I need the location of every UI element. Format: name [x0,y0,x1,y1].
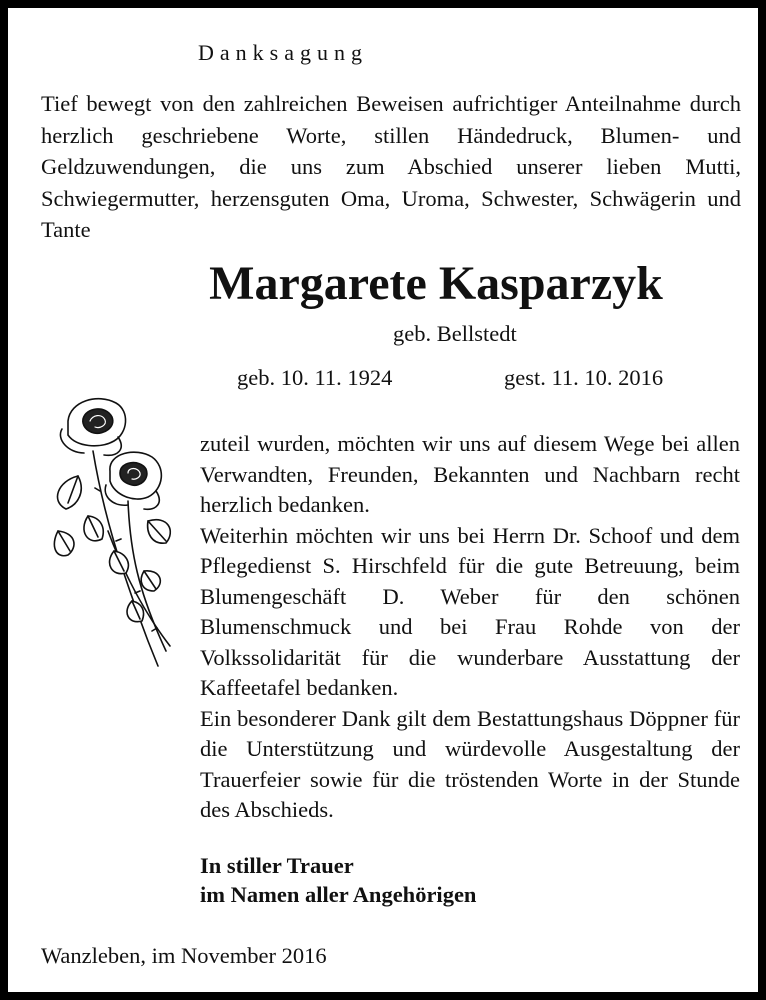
birth-date: geb. 10. 11. 1924 [237,365,393,390]
thanks-paragraph-1: zuteil wurden, möchten wir uns auf diesem Wege bei allen Verwandten, Freunden, Bekannten und Nachbarn recht herzlich bedanken. [200,431,740,517]
death-date: gest. 11. 10. 2016 [504,365,664,390]
roses-illustration [48,391,178,676]
notice-heading: Danksagung [198,40,368,65]
closing-line-1: In stiller Trauer [200,853,354,878]
maiden-name: geb. Bellstedt [393,321,517,346]
thanks-paragraph-3: Ein besonderer Dank gilt dem Bestattungshaus Döppner für die Unterstützung und würdevolle Ausgestaltung der Trauerfeier sowie für die tröstenden Worte in der Stunde des Abschieds. [200,705,740,822]
deceased-name: Margarete Kasparzyk [209,257,663,310]
intro-paragraph: Tief bewegt von den zahlreichen Beweisen aufrichtiger Anteilnahme durch herzlich geschriebene Worte, stillen Händedruck, Blumen- und Geldzuwendungen, die uns zum Abschied unserer lieben Mutti, Schwiegermutter, herzensguten Oma, Uroma, Schwester, Schwägerin und Tante [41,91,741,242]
thanks-paragraph-2: Weiterhin möchten wir uns bei Herrn Dr. Schoof und dem Pflegedienst S. Hirschfeld für die gute Betreuung, beim Blumengeschäft D. Weber für den schönen Blumenschmuck und bei Frau Rohde von der Volkssolidarität für die wunderbare Ausstattung der Kaffeetafel bedanken. [200,522,740,700]
closing-signature [200,851,476,909]
thanks-body [200,429,740,826]
place-and-date: Wanzleben, im November 2016 [41,943,327,968]
closing-line-2: im Namen aller Angehörigen [200,882,477,907]
